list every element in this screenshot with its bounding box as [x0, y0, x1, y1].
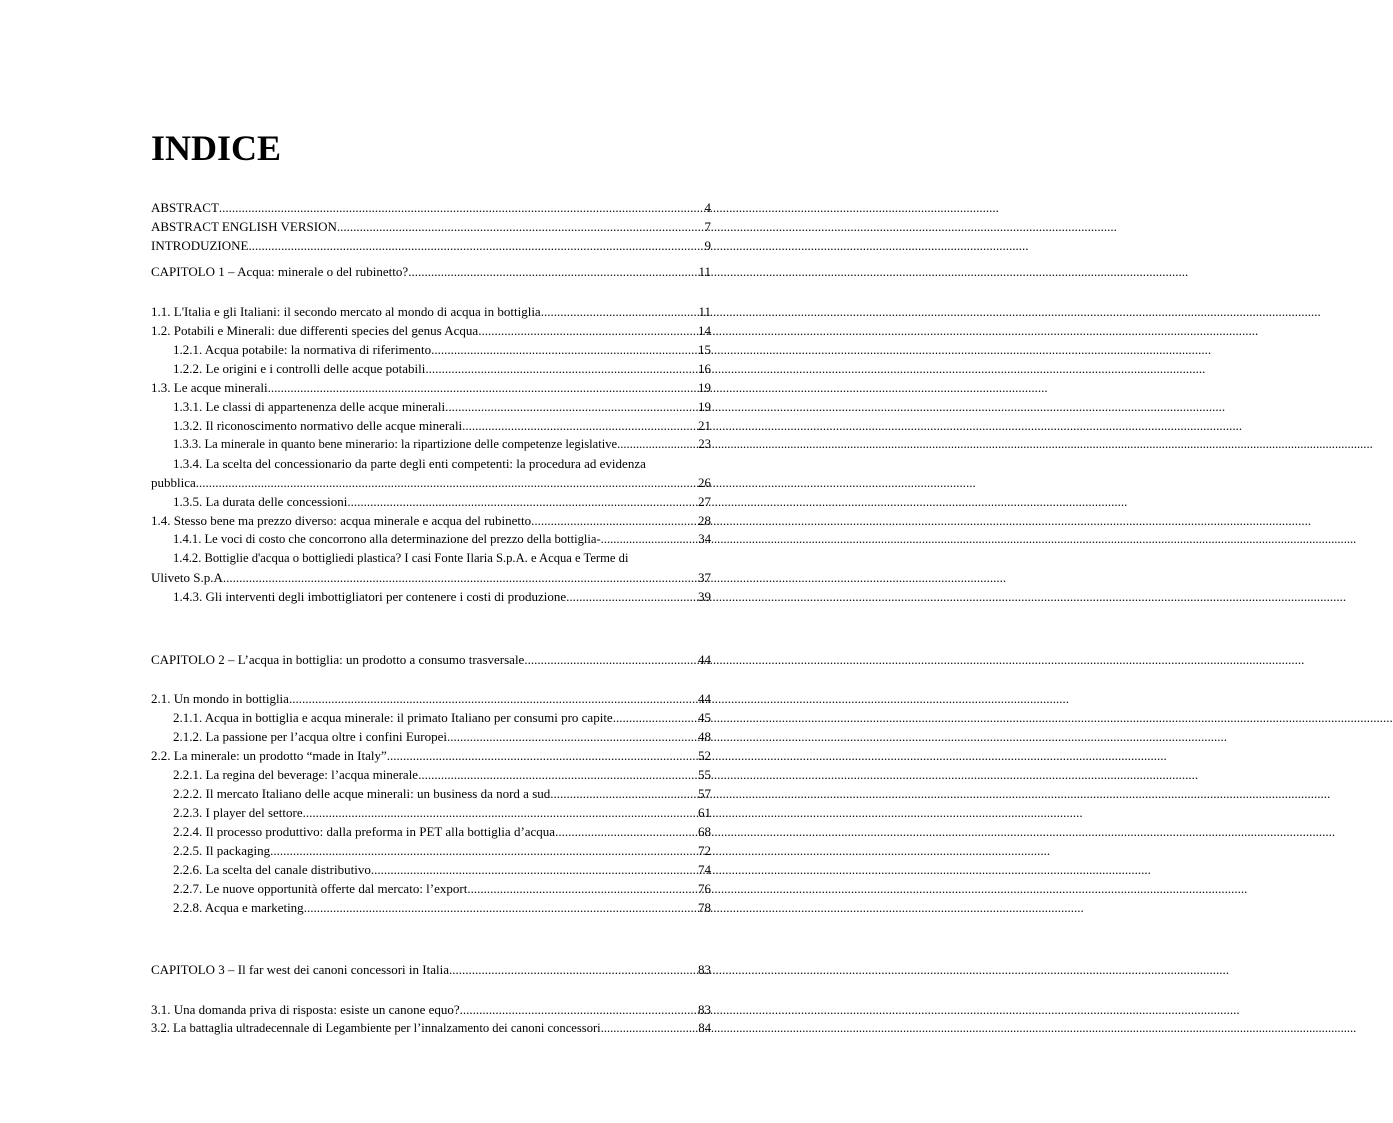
toc-subentry[interactable] [173, 879, 711, 898]
toc-entry-page: 52 [698, 748, 711, 763]
toc-entry-page: 57 [698, 786, 711, 801]
toc-entry-page: 4 [704, 200, 711, 215]
toc-subentry[interactable] [173, 359, 711, 378]
toc-entry-label: INTRODUZIONE [151, 238, 249, 253]
toc-entry-label: 1.3.5. La durata delle concessioni [173, 494, 348, 509]
toc-entry-page: 76 [698, 881, 711, 896]
toc-entry-label: 1.3. Le acque minerali [151, 380, 268, 395]
toc-entry-page: 19 [698, 399, 711, 414]
page-title: INDICE [151, 128, 282, 168]
toc-entry-page: 44 [698, 652, 711, 667]
toc-entry[interactable] [151, 321, 711, 340]
toc-subentry[interactable] [173, 530, 711, 549]
toc-entry-page: 11 [698, 304, 711, 319]
toc-entry-label: 3.2. La battaglia ultradecennale di Legambiente per l’innalzamento dei canoni concessori [151, 1021, 601, 1035]
toc-entry-page: 26 [698, 475, 711, 490]
toc-entry-label: ABSTRACT [151, 200, 219, 215]
toc-entry-label: 1.3.2. Il riconoscimento normativo delle acque minerali [173, 418, 463, 433]
toc-entry-abstract[interactable] [151, 198, 711, 217]
toc-entry-page: 74 [698, 862, 711, 877]
toc-subentry[interactable] [173, 587, 711, 606]
toc-entry-label: 2.2. La minerale: un prodotto “made in Italy” [151, 748, 387, 763]
toc-entry-page: 7 [704, 219, 711, 234]
toc-entry-label: 1.4. Stesso bene ma prezzo diverso: acqua minerale e acqua del rubinetto [151, 513, 532, 528]
toc-entry-label: 1.4.3. Gli interventi degli imbottigliatori per contenere i costi di produzione [173, 589, 567, 604]
toc-entry-label: pubblica [151, 475, 196, 490]
toc-subentry[interactable] [173, 416, 711, 435]
toc-entry-page: 48 [698, 729, 711, 744]
toc-entry-label: ABSTRACT ENGLISH VERSION [151, 219, 337, 234]
toc-subentry[interactable] [173, 784, 711, 803]
toc-subentry[interactable] [173, 841, 711, 860]
toc-entry-page: 37 [698, 570, 711, 585]
toc-entry-page: 55 [698, 767, 711, 782]
toc-entry-abstract-english[interactable] [151, 217, 711, 236]
toc-entry-page: 83 [698, 962, 711, 977]
toc-entry-page: 84 [698, 1021, 711, 1035]
toc-entry-label: 2.2.1. La regina del beverage: l’acqua minerale [173, 767, 419, 782]
toc-chapter-1[interactable] [151, 262, 711, 281]
toc-entry-label: 2.2.3. I player del settore [173, 805, 303, 820]
toc-entry-page: 44 [698, 691, 711, 706]
toc-subentry[interactable] [173, 708, 711, 727]
toc-entry[interactable] [151, 746, 711, 765]
toc-entry-page: 11 [698, 264, 711, 279]
toc-chapter-3[interactable] [151, 960, 711, 979]
toc-entry[interactable] [151, 302, 711, 321]
toc-subentry-continued[interactable] [151, 473, 711, 492]
toc-entry-page: 21 [698, 418, 711, 433]
toc-subentry[interactable] [173, 765, 711, 784]
toc-entry-label: 1.3.3. La minerale in quanto bene minerario: la ripartizione delle competenze legislative [173, 437, 618, 451]
toc-entry-label: 2.2.4. Il processo produttivo: dalla preforma in PET alla bottiglia d’acqua [173, 824, 556, 839]
toc-entry-page: 78 [698, 900, 711, 915]
toc-subentry[interactable] [173, 340, 711, 359]
toc-entry-label: Uliveto S.p.A. [151, 570, 227, 585]
toc-entry-page: 14 [698, 323, 711, 338]
toc-entry-page: 27 [698, 494, 711, 509]
toc-subentry[interactable] [173, 860, 711, 879]
toc-subentry[interactable] [173, 898, 711, 917]
toc-entry-label: 2.2.2. Il mercato Italiano delle acque minerali: un business da nord a sud [173, 786, 551, 801]
toc-entry[interactable] [151, 1000, 711, 1019]
toc-entry-label: 1.1. L'Italia e gli Italiani: il secondo mercato al mondo di acqua in bottiglia [151, 304, 541, 319]
toc-entry-label: 1.2.2. Le origini e i controlli delle acque potabili [173, 361, 426, 376]
toc-entry-page: 83 [698, 1002, 711, 1017]
toc-subentry-continued[interactable] [151, 568, 711, 587]
toc-chapter-label: CAPITOLO 2 – L’acqua in bottiglia: un prodotto a consumo trasversale [151, 652, 525, 667]
toc-entry-label: 2.2.5. Il packaging [173, 843, 271, 858]
toc-subentry[interactable] [173, 397, 711, 416]
toc-entry-label: 1.4.1. Le voci di costo che concorrono alla determinazione del prezzo della bottiglia- [173, 532, 601, 546]
toc-entry-label: 2.2.7. Le nuove opportunità offerte dal mercato: l’export [173, 881, 468, 896]
toc-chapter-label: CAPITOLO 1 – Acqua: minerale o del rubinetto? [151, 264, 409, 279]
toc-entry-label: 2.2.6. La scelta del canale distributivo [173, 862, 371, 877]
toc-entry-label: 1.2.1. Acqua potabile: la normativa di riferimento [173, 342, 432, 357]
toc-entry-introduzione[interactable] [151, 236, 711, 255]
toc-subentry[interactable] [173, 822, 711, 841]
toc-entry-page: 72 [698, 843, 711, 858]
toc-entry-label: 2.1.2. La passione per l’acqua oltre i confini Europei [173, 729, 447, 744]
toc-entry-page: 61 [698, 805, 711, 820]
toc-entry-page: 15 [698, 342, 711, 357]
toc-entry[interactable] [151, 511, 711, 530]
toc-subentry-wrap-label[interactable]: 1.3.4. La scelta del concessionario da parte degli enti competenti: la procedura ad evidenza [173, 456, 646, 471]
toc-entry[interactable] [151, 689, 711, 708]
toc-entry-page: 23 [698, 437, 711, 451]
toc-entry-page: 16 [698, 361, 711, 376]
toc-subentry[interactable] [173, 435, 711, 454]
toc-subentry[interactable] [173, 492, 711, 511]
toc-entry-page: 45 [698, 710, 711, 725]
toc-entry-page: 39 [698, 589, 711, 604]
toc-entry-label: 1.3.1. Le classi di appartenenza delle acque minerali [173, 399, 446, 414]
toc-subentry-wrap-label[interactable]: 1.4.2. Bottiglie d'acqua o bottigliedi plastica? I casi Fonte Ilaria S.p.A. e Acqua e Terme di [173, 551, 629, 565]
toc-entry-label: 2.1.1. Acqua in bottiglia e acqua minerale: il primato Italiano per consumi pro capite [173, 710, 613, 725]
toc-entry-page: 9 [704, 238, 711, 253]
toc-entry[interactable] [151, 1019, 711, 1038]
toc-chapter-label: CAPITOLO 3 – Il far west dei canoni concessori in Italia [151, 962, 449, 977]
toc-entry-label: 1.2. Potabili e Minerali: due differenti species del genus Acqua [151, 323, 479, 338]
toc-entry[interactable] [151, 378, 711, 397]
toc-entry-label: 2.1. Un mondo in bottiglia [151, 691, 289, 706]
toc-subentry[interactable] [173, 803, 711, 822]
toc-entry-page: 28 [698, 513, 711, 528]
toc-chapter-2[interactable] [151, 650, 711, 669]
toc-entry-page: 34 [698, 532, 711, 546]
toc-entry-page: 19 [698, 380, 711, 395]
toc-entry-label: 2.2.8. Acqua e marketing [173, 900, 304, 915]
toc-entry-page: 68 [698, 824, 711, 839]
toc-subentry[interactable] [173, 727, 711, 746]
toc-entry-label: 3.1. Una domanda priva di risposta: esiste un canone equo? [151, 1002, 460, 1017]
